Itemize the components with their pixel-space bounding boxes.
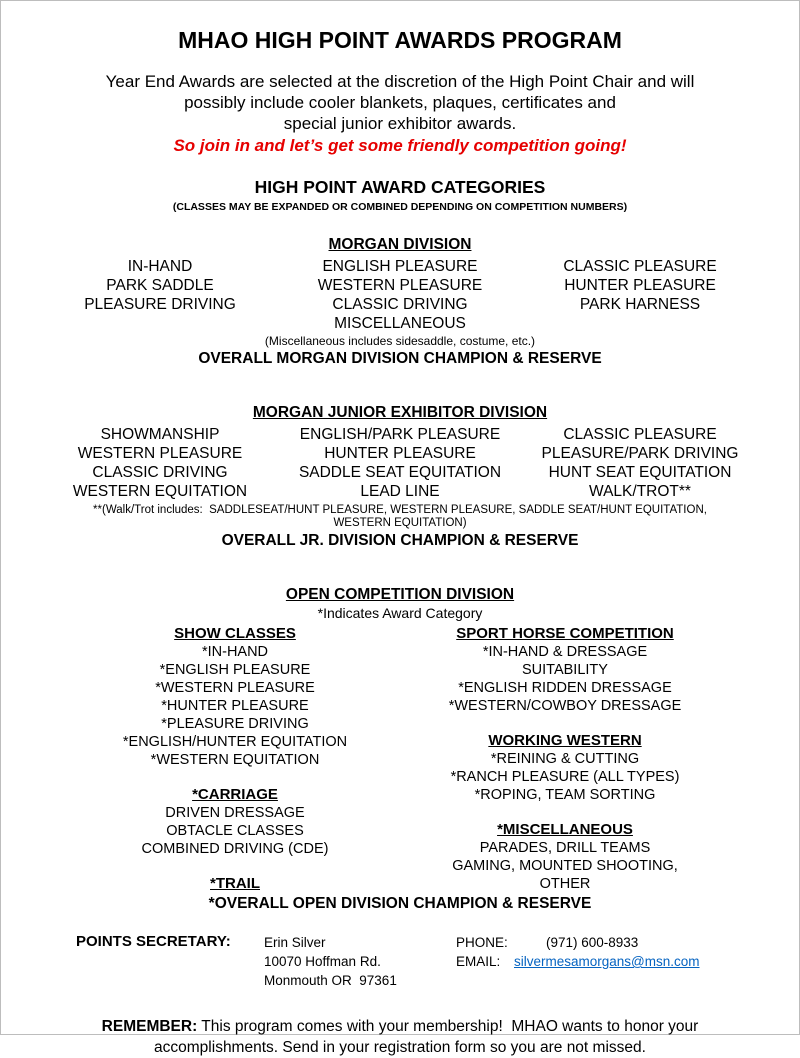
class-item: PARK SADDLE [106,277,214,294]
junior-division-columns [40,425,760,501]
class-item: HUNTER PLEASURE [564,277,716,294]
miscellaneous-note: (Miscellaneous includes sidesaddle, costume, etc.) [264,334,536,348]
morgan-division-heading: MORGAN DIVISION [328,236,472,253]
class-item: MISCELLANEOUS [334,315,466,332]
class-item: PLEASURE DRIVING [84,296,236,313]
class-item: *IN-HAND [201,644,269,660]
carriage-heading: *CARRIAGE [192,786,278,803]
class-item: ENGLISH/PARK PLEASURE [299,426,501,443]
intro-line-3: special junior exhibitor awards. [283,114,517,133]
class-item: CLASSIC PLEASURE [563,426,717,443]
class-item: SHOWMANSHIP [100,426,220,443]
email-link[interactable]: silvermesamorgans@msn.com [514,954,700,969]
class-item: WESTERN EQUITATION [72,483,248,500]
miscellaneous-heading: *MISCELLANEOUS [497,821,633,838]
class-item: HUNT SEAT EQUITATION [548,464,732,481]
class-item: COMBINED DRIVING (CDE) [141,841,329,857]
class-item: *RANCH PLEASURE (ALL TYPES) [450,769,680,785]
working-western-heading: WORKING WESTERN [488,732,642,749]
remember-line-1 [1,1016,799,1037]
class-item: *ENGLISH PLEASURE [159,662,311,678]
class-item: IN-HAND [127,258,193,275]
sport-horse-heading: SPORT HORSE COMPETITION [456,625,674,642]
class-item: SUITABILITY [522,662,608,678]
class-item: GAMING, MOUNTED SHOOTING, [452,858,678,874]
junior-division-section [1,404,799,550]
intro-paragraph [1,71,799,156]
remember-text-line1: This program comes with your membership! MHAO wants to honor your [201,1018,699,1035]
open-champion-line: *OVERALL OPEN DIVISION CHAMPION & RESERVE [208,895,592,912]
class-item: *ENGLISH RIDDEN DRESSAGE [458,680,672,696]
junior-division-column-1 [40,425,280,501]
class-item: WESTERN PLEASURE [77,445,243,462]
morgan-division-section [1,236,799,368]
email-row [456,952,700,971]
junior-division-heading: MORGAN JUNIOR EXHIBITOR DIVISION [252,404,548,421]
open-division-left-column [70,625,400,893]
morgan-division-column-1 [40,257,280,333]
open-division-columns [70,625,730,893]
award-category-note: *Indicates Award Category [317,605,483,621]
class-item: *PLEASURE DRIVING [161,716,309,732]
open-division-heading: OPEN COMPETITION DIVISION [285,586,515,603]
walk-trot-footnote-line2: WESTERN EQUITATION) [333,517,467,529]
class-item: *WESTERN/COWBOY DRESSAGE [448,698,682,714]
class-item: HUNTER PLEASURE [324,445,476,462]
intro-line-1: Year End Awards are selected at the discretion of the High Point Chair and will [105,72,695,91]
categories-heading: HIGH POINT AWARD CATEGORIES [254,177,546,197]
junior-division-column-2 [280,425,520,501]
points-secretary-label: POINTS SECRETARY: [76,933,231,950]
class-item: OBTACLE CLASSES [166,823,304,839]
class-item: *REINING & CUTTING [490,751,640,767]
class-item: *WESTERN EQUITATION [150,752,320,768]
class-item: DRIVEN DRESSAGE [165,805,305,821]
class-item: LEAD LINE [360,483,440,500]
secretary-address-line1: 10070 Hoffman Rd. [264,954,381,969]
class-item: PARADES, DRILL TEAMS [479,840,651,856]
class-item: CLASSIC DRIVING [332,296,468,313]
class-item: ENGLISH PLEASURE [322,258,478,275]
remember-text-line2: accomplishments. Send in your registration form so you are not missed. [154,1039,646,1056]
class-item: *WESTERN PLEASURE [155,680,315,696]
morgan-division-column-3 [520,257,760,333]
trail-heading: *TRAIL [210,875,260,892]
class-item: *IN-HAND & DRESSAGE [482,644,648,660]
junior-champion-line: OVERALL JR. DIVISION CHAMPION & RESERVE [221,532,579,549]
class-item: SADDLE SEAT EQUITATION [298,464,502,481]
junior-division-column-3 [520,425,760,501]
class-item: PLEASURE/PARK DRIVING [541,445,739,462]
walk-trot-footnote [1,504,799,530]
points-secretary-comm [456,933,700,990]
class-item: *ROPING, TEAM SORTING [474,787,656,803]
phone-number: (971) 600-8933 [546,935,639,950]
open-division-right-column [400,625,730,893]
page-title: MHAO HIGH POINT AWARDS PROGRAM [178,27,622,53]
morgan-champion-line: OVERALL MORGAN DIVISION CHAMPION & RESERVE [198,350,602,367]
walk-trot-footnote-line1: **(Walk/Trot includes: SADDLESEAT/HUNT PLEASURE, WESTERN PLEASURE, SADDLE SEAT/HUNT EQUITATION, [93,504,707,516]
tagline: So join in and let’s get some friendly competition going! [173,136,627,155]
phone-row [456,933,700,952]
intro-line-2: possibly include cooler blankets, plaques, certificates and [184,93,616,112]
class-item: OTHER [539,876,591,892]
email-label: EMAIL: [456,954,501,969]
class-item: CLASSIC DRIVING [92,464,228,481]
points-secretary-section [76,933,799,990]
morgan-division-column-2 [280,257,520,333]
secretary-name: Erin Silver [264,935,326,950]
show-classes-heading: SHOW CLASSES [174,625,296,642]
class-item: WALK/TROT** [589,483,691,500]
class-item: CLASSIC PLEASURE [563,258,717,275]
class-item: *ENGLISH/HUNTER EQUITATION [122,734,348,750]
remember-section [1,1016,799,1058]
points-secretary-contact [264,933,456,990]
class-item: PARK HARNESS [579,296,701,313]
phone-label: PHONE: [456,935,508,950]
class-item: WESTERN PLEASURE [317,277,483,294]
categories-subheading: (CLASSES MAY BE EXPANDED OR COMBINED DEPENDING ON COMPETITION NUMBERS) [172,201,628,213]
remember-label: REMEMBER: [101,1018,198,1035]
secretary-address-line2: Monmouth OR 97361 [264,973,397,988]
morgan-division-columns [40,257,760,333]
class-item: *HUNTER PLEASURE [161,698,309,714]
open-division-section [1,586,799,913]
